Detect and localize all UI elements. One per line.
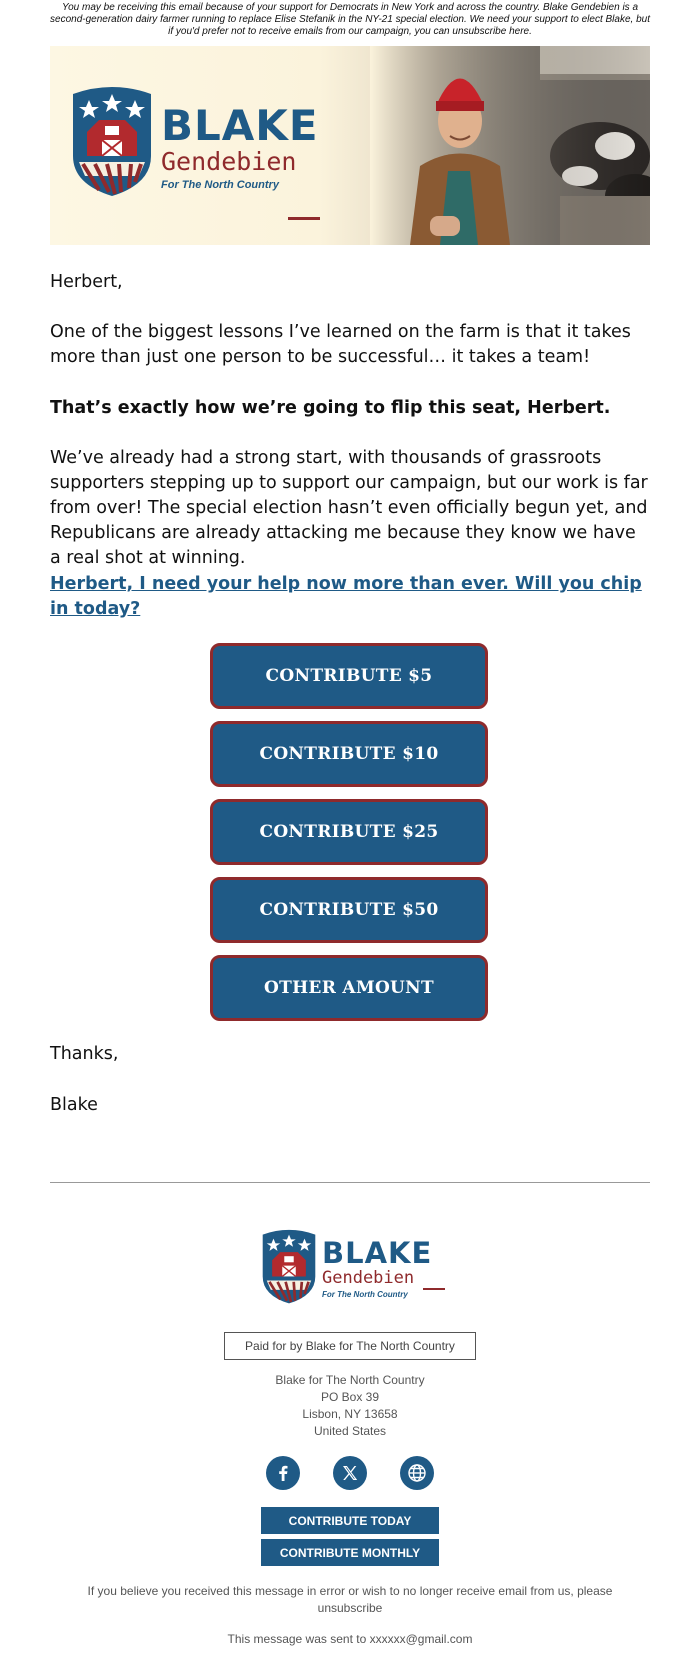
barn-shield-icon [69, 86, 155, 198]
footer-logo-tagline: For The North Country [322, 1290, 408, 1299]
logo-first-name: BLAKE [161, 101, 319, 150]
contribute-monthly-button[interactable]: CONTRIBUTE MONTHLY [261, 1539, 439, 1566]
paragraph-3: We’ve already had a strong start, with thousands of grassroots supporters stepping up to support our campaign, but our work is far from over! The special election hasn’t even officially begun yet, and Republicans are already attacking me because they know we have a real shot at winning. [50, 448, 648, 568]
paragraph-1: One of the biggest lessons I’ve learned on the farm is that it takes more than just one person to be successful… it takes a team! [50, 322, 631, 367]
signature: Blake [50, 1095, 98, 1115]
disclaimer-text: You may be receiving this email because of your support for Democrats in New York and across the country. Blake Gendebien is a second-generation dairy farmer running to replace Elise Stefanik in the NY-21 special election. We need your support to elect Blake, but if you'd prefer not to receive emails from our campaign, you can unsubscribe here. [50, 2, 650, 37]
closing: Thanks, [50, 1044, 119, 1064]
x-icon[interactable] [333, 1456, 367, 1490]
mailing-address [50, 1372, 650, 1440]
contribute-10-button[interactable]: CONTRIBUTE $10 [210, 721, 488, 787]
address-country: United States [313, 1424, 387, 1438]
logo-tagline: For The North Country [161, 179, 279, 191]
logo-underline [288, 217, 320, 220]
barn-shield-icon [260, 1228, 318, 1306]
greeting: Herbert, [50, 272, 123, 292]
globe-icon[interactable] [400, 1456, 434, 1490]
contribute-today-button[interactable]: CONTRIBUTE TODAY [261, 1507, 439, 1534]
footer-logo-last-name: Gendebien [322, 1268, 415, 1288]
address-city: Lisbon, NY 13658 [302, 1407, 398, 1421]
footer-logo [260, 1228, 445, 1308]
farmer-photo [370, 46, 650, 245]
footer-logo-underline [423, 1288, 445, 1290]
hero-banner [50, 46, 650, 245]
contribute-50-button[interactable]: CONTRIBUTE $50 [210, 877, 488, 943]
hero-logo [69, 86, 319, 216]
facebook-icon[interactable] [266, 1456, 300, 1490]
paragraph-2: That’s exactly how we’re going to flip this seat, Herbert. [50, 398, 611, 418]
facebook-glyph [274, 1464, 292, 1482]
footer-logo-first-name: BLAKE [322, 1236, 433, 1270]
address-street: PO Box 39 [320, 1390, 380, 1404]
paid-for-disclaimer: Paid for by Blake for The North Country [224, 1332, 476, 1360]
globe-glyph [407, 1463, 427, 1483]
footer-divider [50, 1182, 650, 1183]
sent-to-text: This message was sent to xxxxxx@gmail.com [227, 1632, 473, 1646]
logo-last-name: Gendebien [161, 147, 297, 176]
contribute-25-button[interactable]: CONTRIBUTE $25 [210, 799, 488, 865]
x-glyph [341, 1464, 359, 1482]
address-org: Blake for The North Country [275, 1373, 425, 1387]
email-container [50, 0, 650, 1646]
other-amount-button[interactable]: OTHER AMOUNT [210, 955, 488, 1021]
unsubscribe-text[interactable]: If you believe you received this message in error or wish to no longer receive email from us, please unsubscribe [87, 1584, 613, 1615]
contribute-5-button[interactable]: CONTRIBUTE $5 [210, 643, 488, 709]
donate-ask-link[interactable]: Herbert, I need your help now more than ever. Will you chip in today? [50, 574, 642, 619]
